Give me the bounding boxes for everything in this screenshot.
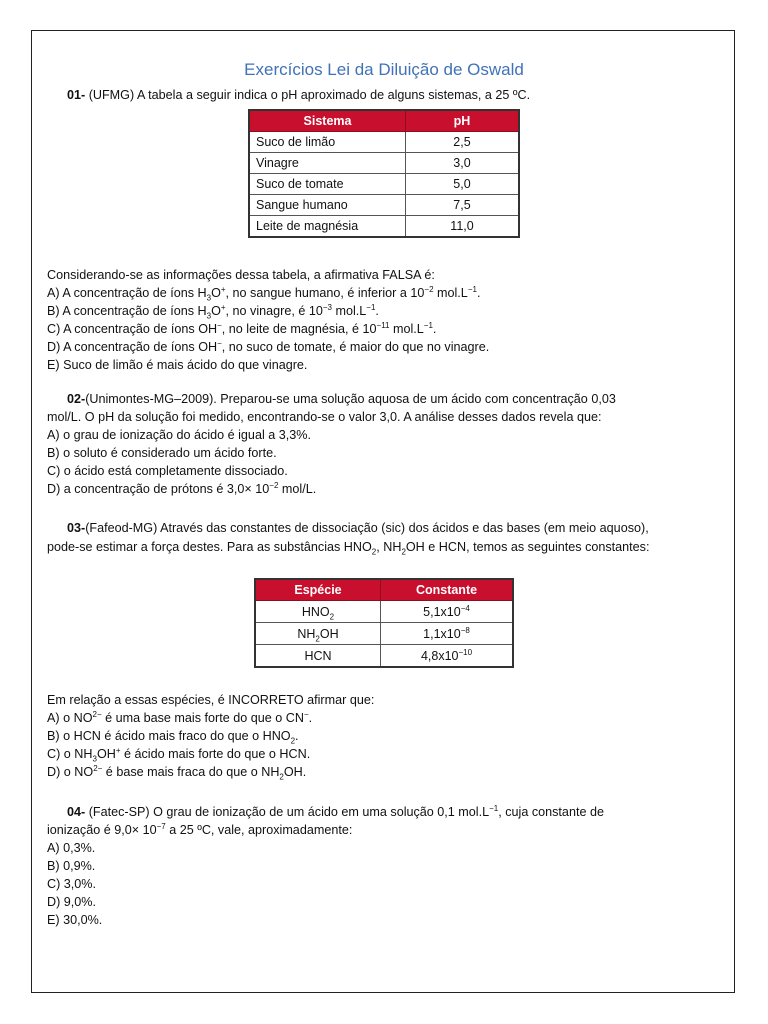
table-row — [249, 195, 519, 216]
especie-cell: HCN — [255, 645, 381, 668]
constante-cell: $1,1x10^{-8}$ — [381, 623, 514, 645]
question-1-option-e: E) Suco de limão é mais ácido do que vinagre. — [47, 358, 308, 372]
table-row — [249, 153, 519, 174]
question-4-option-d: D) 9,0%. — [47, 895, 96, 909]
question-1-option-b: B) A concentração de íons $H_3O^+$, no vinagre, é $10^{-3}$ $mol.L^{-1}$. — [47, 302, 379, 321]
constante-cell: $4,8x10^{-10}$ — [381, 645, 514, 668]
sistema-cell: Vinagre — [249, 153, 406, 174]
table-row — [255, 645, 513, 668]
constants-table — [254, 578, 514, 668]
question-3-option-c: C) o $NH_3OH^+$ é ácido mais forte do que o HCN. — [47, 745, 311, 764]
question-2-number: 02- — [67, 392, 86, 406]
question-2-statement: 02-(Unimontes-MG–2009). Preparou-se uma solução aquosa de um ácido com concentração 0,03 — [67, 392, 616, 406]
ph-cell: 5,0 — [406, 174, 520, 195]
sistema-cell: Leite de magnésia — [249, 216, 406, 238]
question-2-option-c: C) o ácido está completamente dissociado. — [47, 464, 288, 478]
question-3-statement-cont: pode-se estimar a força destes. Para as substâncias $HNO_2$, $NH_2OH$ e HCN, temos as seguintes constantes: — [47, 540, 650, 557]
question-1-number: 01- — [67, 88, 86, 102]
header-constante: Constante — [381, 579, 514, 601]
table-row — [249, 132, 519, 153]
question-1-option-c: C) A concentração de íons OH−, no leite de magnésia, é $10^{-11}$ $mol.L^{-1}$. — [47, 320, 437, 336]
constants-table-header — [255, 579, 513, 601]
question-1-text: (UFMG) A tabela a seguir indica o pH aproximado de alguns sistemas, a 25 ºC. — [85, 88, 531, 102]
sistema-cell: Suco de tomate — [249, 174, 406, 195]
ph-table-header — [249, 110, 519, 132]
ph-cell: 11,0 — [406, 216, 520, 238]
header-ph: pH — [406, 110, 520, 132]
question-4-option-a: A) 0,3%. — [47, 841, 96, 855]
question-2-option-a: A) o grau de ionização do ácido é igual a 3,3%. — [47, 428, 311, 442]
especie-cell: $NH_2OH$ — [255, 623, 381, 645]
page-title: Exercícios Lei da Diluição de Oswald — [244, 60, 524, 79]
especie-cell: $HNO_2$ — [255, 601, 381, 623]
question-3-number: 03- — [67, 521, 86, 535]
question-1-option-d: D) A concentração de íons OH−, no suco de tomate, é maior do que no vinagre. — [47, 338, 490, 354]
sistema-cell: Suco de limão — [249, 132, 406, 153]
question-1-prompt: Considerando-se as informações dessa tabela, a afirmativa FALSA é: — [47, 268, 435, 282]
table-row — [255, 623, 513, 645]
question-1-option-a: A) A concentração de íons $H_3O^+$, no sangue humano, é inferior a $10^{-2}$ $mol.L^{-1}$. — [47, 284, 481, 303]
ph-table — [248, 109, 520, 238]
question-4-option-e: E) 30,0%. — [47, 913, 103, 927]
question-4-option-b: B) 0,9%. — [47, 859, 96, 873]
table-row — [249, 216, 519, 238]
table-row — [255, 601, 513, 623]
question-3-statement: 03-(Fafeod-MG) Através das constantes de dissociação (sic) dos ácidos e das bases (em meio aquoso), — [67, 521, 649, 535]
question-3-option-b: B) o HCN é ácido mais fraco do que o $HNO_2$. — [47, 729, 299, 746]
question-2-option-b: B) o soluto é considerado um ácido forte. — [47, 446, 277, 460]
header-sistema: Sistema — [249, 110, 406, 132]
question-4-statement: 04- (Fatec-SP) O grau de ionização de um ácido em uma solução 0,1 $mol.L^{-1}$, cuja constante de — [67, 803, 604, 819]
constante-cell: $5,1x10^{-4}$ — [381, 601, 514, 623]
question-3-option-d: D) o $NO^{2-}$ é base mais fraca do que o $NH_2OH$. — [47, 763, 307, 782]
question-4-statement-cont: ionização é $9,0\times 10^{-7}$ a 25 ºC, vale, aproximadamente: — [47, 821, 353, 837]
question-1-statement — [67, 87, 530, 103]
question-3-option-a: A) o $NO^{2-}$ é uma base mais forte do que o CN−. — [47, 709, 313, 725]
ph-cell: 2,5 — [406, 132, 520, 153]
question-2-option-d: D) a concentração de prótons é $3,0\times 10^{-2}$ mol/L. — [47, 480, 317, 496]
table-row — [249, 174, 519, 195]
header-especie: Espécie — [255, 579, 381, 601]
ph-cell: 3,0 — [406, 153, 520, 174]
question-2-statement-cont: mol/L. O pH da solução foi medido, encontrando-se o valor 3,0. A análise desses dados revela que: — [47, 410, 602, 424]
question-4-option-c: C) 3,0%. — [47, 877, 96, 891]
sistema-cell: Sangue humano — [249, 195, 406, 216]
question-3-prompt: Em relação a essas espécies, é INCORRETO afirmar que: — [47, 693, 375, 707]
question-4-number: 04- — [67, 805, 86, 819]
ph-cell: 7,5 — [406, 195, 520, 216]
